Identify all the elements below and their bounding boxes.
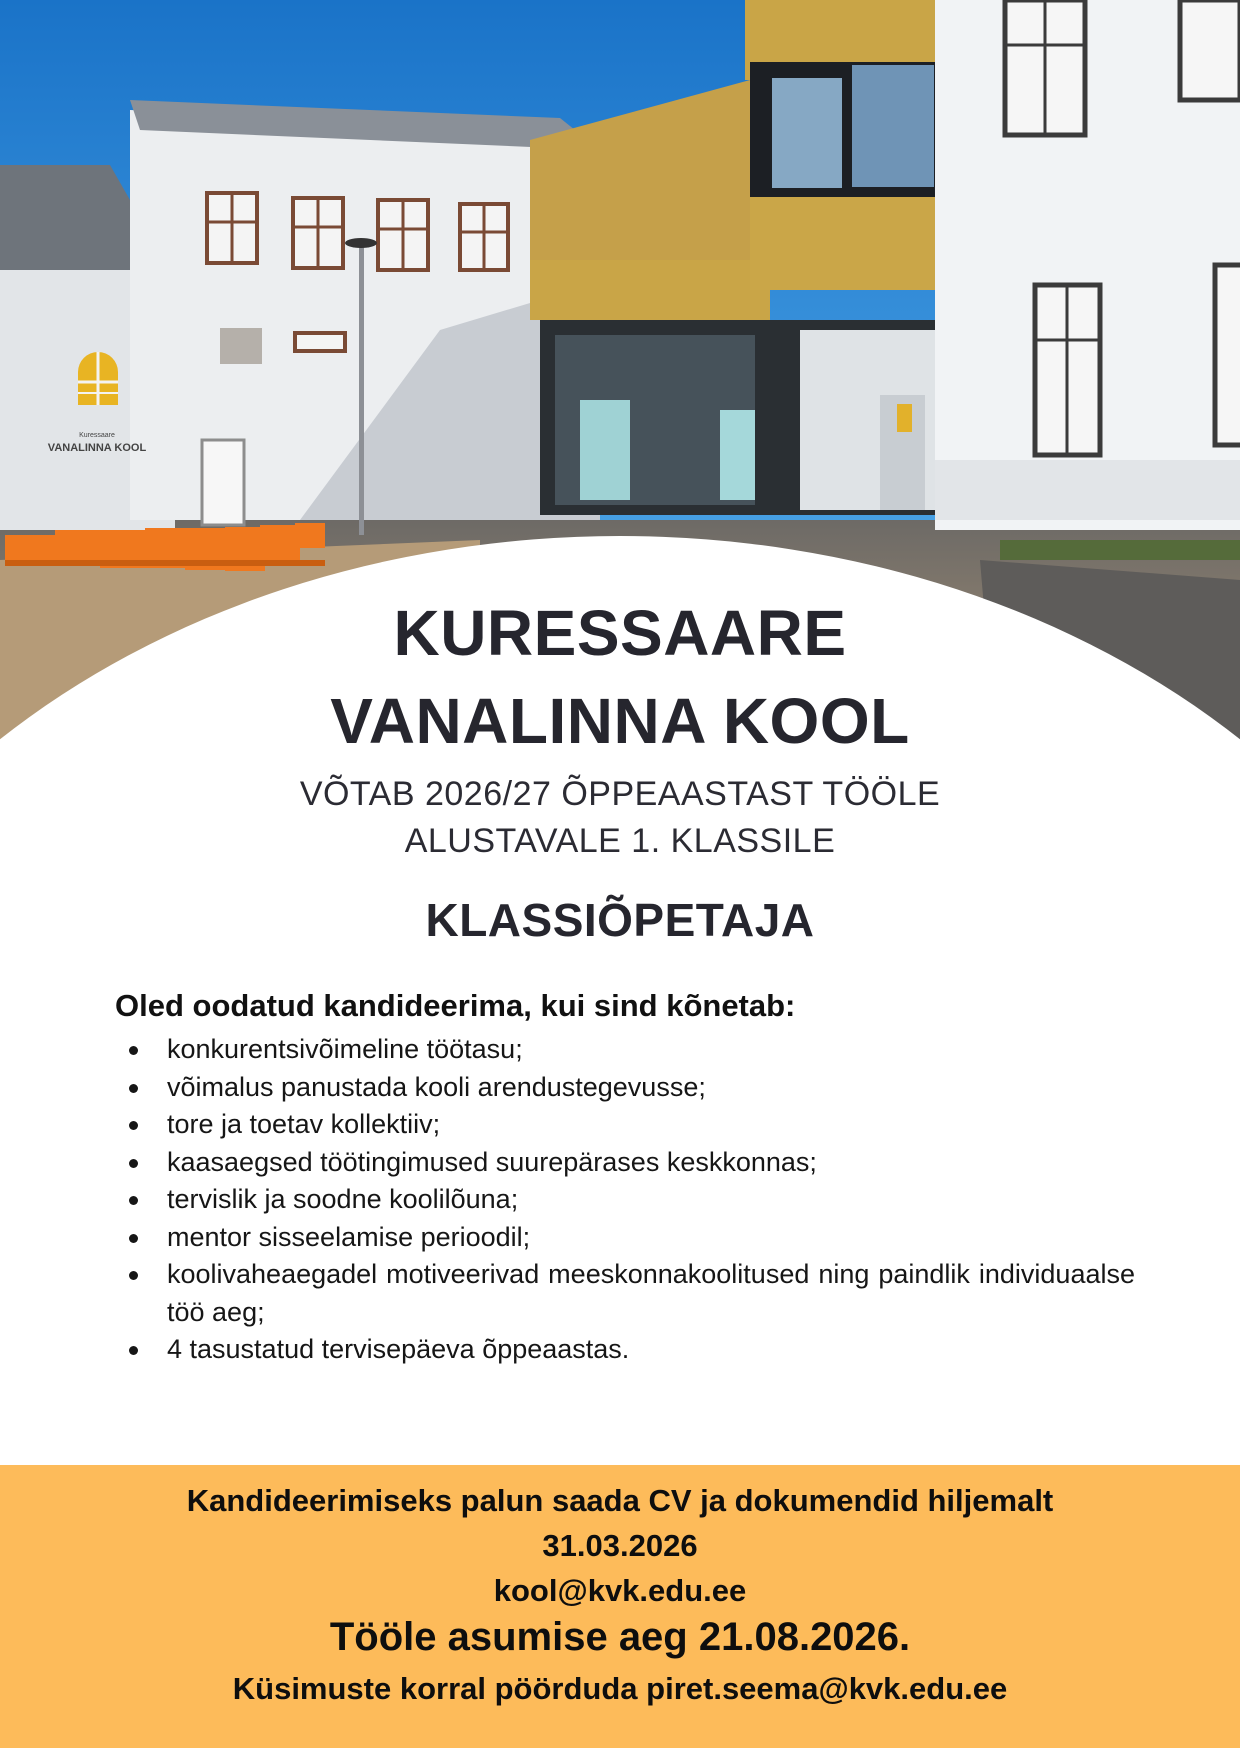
subtitle-line2: ALUSTAVALE 1. KLASSILE [404, 822, 836, 860]
sign-small-text: Kuressaare [79, 432, 115, 439]
school-name-line1: KURESSAARE [393, 597, 847, 669]
bullet-icon [129, 1271, 138, 1280]
school-name-line2: VANALINNA KOOL [330, 685, 910, 757]
bullet-icon [129, 1234, 138, 1243]
bullet-icon [129, 1159, 138, 1168]
sign-large-text: VANALINNA KOOL [47, 442, 147, 454]
benefits-list [125, 1031, 1135, 1369]
benefit-item: kaasaegsed töötingimused suurepärases keskkonnas; [125, 1144, 1135, 1182]
school-logo [78, 352, 118, 405]
benefit-item: konkurentsivõimeline töötasu; [125, 1031, 1135, 1069]
bullet-icon [129, 1121, 138, 1130]
subtitle-line1: VÕTAB 2026/27 ÕPPEAASTAST TÖÖLE [299, 775, 941, 813]
start-date: Tööle asumise aeg 21.08.2026. [329, 1615, 911, 1659]
benefit-item: koolivaheaegadel motiveerivad meeskonnakoolitused ning paindlik individuaalse töö aeg; [125, 1256, 1135, 1331]
application-email[interactable]: kool@kvk.edu.ee [493, 1573, 747, 1608]
position-title: KLASSIÕPETAJA [425, 894, 815, 946]
apply-instructions: Kandideerimiseks palun saada CV ja dokumendid hiljemalt [186, 1483, 1054, 1518]
bullet-icon [129, 1046, 138, 1055]
benefits-intro: Oled oodatud kandideerima, kui sind kõnetab: [115, 988, 796, 1023]
benefit-item: 4 tasustatud tervisepäeva õppeaastas. [125, 1331, 1135, 1369]
application-footer [0, 1465, 1240, 1748]
contact-info: Küsimuste korral pöörduda piret.seema@kvk.edu.ee [232, 1671, 1008, 1706]
bullet-icon [129, 1196, 138, 1205]
bullet-icon [129, 1346, 138, 1355]
benefit-item: tore ja toetav kollektiiv; [125, 1106, 1135, 1144]
benefit-item: võimalus panustada kooli arendustegevusse; [125, 1069, 1135, 1107]
bullet-icon [129, 1084, 138, 1093]
benefit-item: mentor sisseelamise perioodil; [125, 1219, 1135, 1257]
application-deadline: 31.03.2026 [542, 1528, 698, 1563]
benefit-item: tervislik ja soodne koolilõuna; [125, 1181, 1135, 1219]
